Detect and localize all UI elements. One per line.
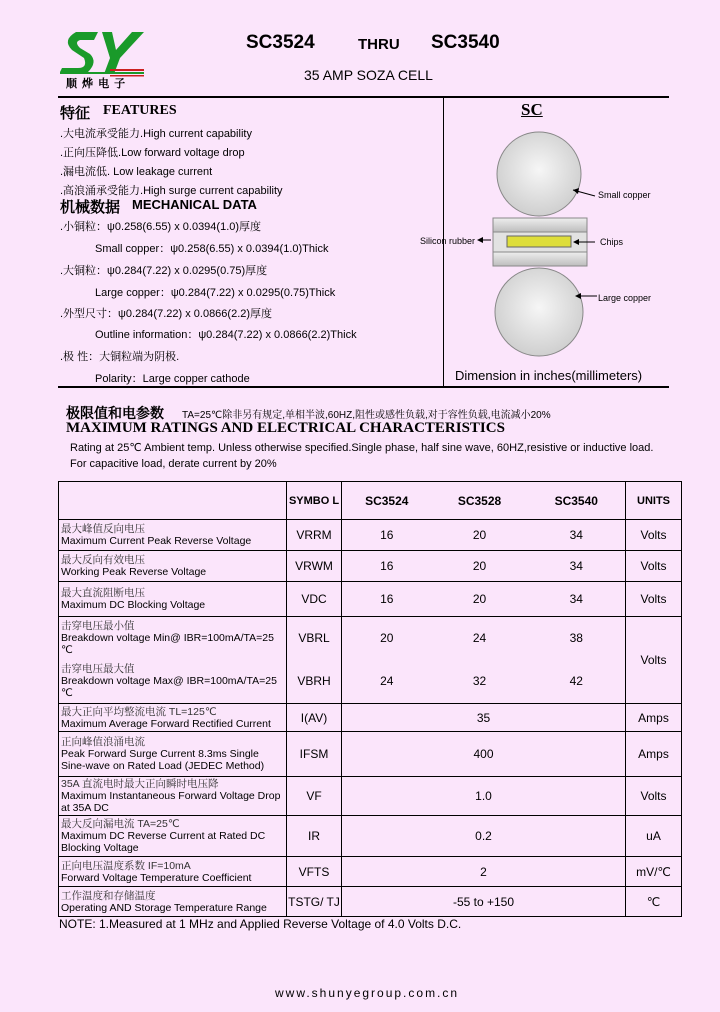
param-desc: 最大峰值反向电压 Maximum Current Peak Reverse Voltage xyxy=(59,520,287,551)
param-desc: 正向峰值浪涌电流 Peak Forward Surge Current 8.3ms Single Sine-wave on Rated Load (JEDEC Method) xyxy=(59,732,287,777)
param-value: 400 xyxy=(342,732,626,777)
value-sc3528: 20 xyxy=(432,582,528,617)
unit: ℃ xyxy=(626,887,682,917)
table-row xyxy=(59,777,682,816)
value-sc3524: 20 xyxy=(342,617,432,660)
param-symbol: VBRL xyxy=(287,617,342,660)
label-chips: Chips xyxy=(600,237,624,247)
ratings-title-cn: 极限值和电参数 xyxy=(66,405,164,421)
param-value: -55 to +150 xyxy=(342,887,626,917)
value-sc3540: 38 xyxy=(528,617,626,660)
footnote: NOTE: 1.Measured at 1 MHz and Applied Reverse Voltage of 4.0 Volts D.C. xyxy=(59,917,462,931)
param-desc: 击穿电压最大值 Breakdown voltage Max@ IBR=100mA/TA=25 ℃ xyxy=(59,660,287,704)
mechanical-title-cn: 机械数据 xyxy=(60,199,121,216)
unit: Volts xyxy=(626,551,682,582)
param-symbol: VBRH xyxy=(287,660,342,704)
header-sc3528: SC3528 xyxy=(432,482,528,520)
mech-item-cn: .外型尺寸：ψ0.284(7.22) x 0.0866(2.2)厚度 xyxy=(60,308,273,320)
unit: Volts xyxy=(626,617,682,704)
param-desc: 最大反向有效电压 Working Peak Reverse Voltage xyxy=(59,551,287,582)
ratings-note-en-1: Rating at 25℃ Ambient temp. Unless otherwise specified.Single phase, half sine wave, 60HZ,resistive or inductive load. xyxy=(70,442,654,454)
feature-item: .漏电流低. Low leakage current xyxy=(60,166,213,178)
value-sc3528: 20 xyxy=(432,551,528,582)
param-symbol: TSTG/ TJ xyxy=(287,887,342,917)
ratings-note-cn: TA=25℃除非另有规定,单相半波,60HZ,阻性或感性负载,对于容性负载,电流减小20% xyxy=(182,410,551,421)
header-empty xyxy=(59,482,287,520)
value-sc3524: 16 xyxy=(342,551,432,582)
thru-label: THRU xyxy=(358,36,400,53)
feature-item: .正向压降低.Low forward voltage drop xyxy=(60,147,245,159)
company-name-cn: 顺 烨 电 子 xyxy=(66,78,127,90)
section-divider xyxy=(58,386,669,388)
features-title-cn: 特征 xyxy=(60,105,91,122)
param-symbol: IFSM xyxy=(287,732,342,777)
param-symbol: VF xyxy=(287,777,342,816)
unit: Volts xyxy=(626,520,682,551)
param-symbol: IR xyxy=(287,816,342,857)
param-value: 0.2 xyxy=(342,816,626,857)
table-row xyxy=(59,660,682,704)
mech-item-en: Polarity：Large copper cathode xyxy=(95,373,250,385)
table-row xyxy=(59,732,682,777)
value-sc3524: 16 xyxy=(342,520,432,551)
value-sc3540: 42 xyxy=(528,660,626,704)
table-header-row xyxy=(59,482,682,520)
unit: Volts xyxy=(626,582,682,617)
param-symbol: VDC xyxy=(287,582,342,617)
label-silicon-rubber: Silicon rubber xyxy=(420,236,476,246)
header-units: UNITS xyxy=(626,482,682,520)
value-sc3540: 34 xyxy=(528,582,626,617)
ratings-title-en: MAXIMUM RATINGS AND ELECTRICAL CHARACTERISTICS xyxy=(66,420,505,436)
chip-layer xyxy=(507,236,571,247)
small-copper-slab xyxy=(493,218,587,232)
features-title-en: FEATURES xyxy=(103,103,177,118)
param-value: 2 xyxy=(342,857,626,887)
label-large-copper: Large copper xyxy=(598,293,652,303)
table-row xyxy=(59,857,682,887)
company-logo xyxy=(58,28,150,94)
param-desc: 最大反向漏电流 TA=25℃ Maximum DC Reverse Current at Rated DC Blocking Voltage xyxy=(59,816,287,857)
large-copper-disc xyxy=(495,268,583,356)
header-symbol: SYMBO L xyxy=(287,482,342,520)
param-symbol: VFTS xyxy=(287,857,342,887)
table-row xyxy=(59,551,682,582)
unit: uA xyxy=(626,816,682,857)
unit: Amps xyxy=(626,704,682,732)
unit: mV/℃ xyxy=(626,857,682,887)
page-subtitle: 35 AMP SOZA CELL xyxy=(304,67,433,83)
param-desc: 工作温度和存储温度 Operating AND Storage Temperature Range xyxy=(59,887,287,917)
diagram-title: SC xyxy=(521,100,543,119)
table-row xyxy=(59,520,682,551)
unit: Amps xyxy=(626,732,682,777)
table-row xyxy=(59,582,682,617)
mech-item-cn: .小铜粒：ψ0.258(6.55) x 0.0394(1.0)厚度 xyxy=(60,221,262,233)
header-sc3524: SC3524 xyxy=(342,482,432,520)
mech-item-en: Outline information：ψ0.284(7.22) x 0.0866(2.2)Thick xyxy=(95,329,357,341)
param-symbol: I(AV) xyxy=(287,704,342,732)
part-number-from: SC3524 xyxy=(246,32,315,53)
mech-item-en: Small copper：ψ0.258(6.55) x 0.0394(1.0)Thick xyxy=(95,243,329,255)
value-sc3540: 34 xyxy=(528,551,626,582)
header-sc3540: SC3540 xyxy=(528,482,626,520)
small-copper-disc xyxy=(497,132,581,216)
param-symbol: VRWM xyxy=(287,551,342,582)
param-desc: 正向电压温度系数 IF=10mA Forward Voltage Temperature Coefficient xyxy=(59,857,287,887)
diagram-caption: Dimension in inches(millimeters) xyxy=(455,368,643,383)
ratings-table xyxy=(58,481,682,917)
param-value: 1.0 xyxy=(342,777,626,816)
table-row xyxy=(59,704,682,732)
value-sc3528: 24 xyxy=(432,617,528,660)
table-row xyxy=(59,887,682,917)
part-number-to: SC3540 xyxy=(431,32,500,53)
feature-item: .高浪涌承受能力.High surge current capability xyxy=(60,185,283,197)
value-sc3528: 32 xyxy=(432,660,528,704)
param-desc: 最大直流阻断电压 Maximum DC Blocking Voltage xyxy=(59,582,287,617)
value-sc3540: 34 xyxy=(528,520,626,551)
feature-item: .大电流承受能力.High current capability xyxy=(60,128,252,140)
value-sc3524: 24 xyxy=(342,660,432,704)
large-copper-slab xyxy=(493,252,587,266)
table-row xyxy=(59,617,682,660)
param-value: 35 xyxy=(342,704,626,732)
ratings-note-en-2: For capacitive load, derate current by 20% xyxy=(70,458,277,470)
param-symbol: VRRM xyxy=(287,520,342,551)
value-sc3524: 16 xyxy=(342,582,432,617)
label-small-copper: Small copper xyxy=(598,190,651,200)
unit: Volts xyxy=(626,777,682,816)
mech-item-cn: .大铜粒：ψ0.284(7.22) x 0.0295(0.75)厚度 xyxy=(60,265,268,277)
mech-item-en: Large copper：ψ0.284(7.22) x 0.0295(0.75)Thick xyxy=(95,287,336,299)
footer-url[interactable]: www.shunyegroup.com.cn xyxy=(275,986,460,1000)
param-desc: 35A 直流电时最大正向瞬时电压降 Maximum Instantaneous Forward Voltage Drop at 35A DC xyxy=(59,777,287,816)
param-desc: 击穿电压最小值 Breakdown voltage Min@ IBR=100mA/TA=25 ℃ xyxy=(59,617,287,660)
table-row xyxy=(59,816,682,857)
mech-item-cn: .极 性：大铜粒端为阴极. xyxy=(60,351,180,363)
mechanical-title-en: MECHANICAL DATA xyxy=(132,197,257,212)
param-desc: 最大正向平均整流电流 TL=125℃ Maximum Average Forward Rectified Current xyxy=(59,704,287,732)
value-sc3528: 20 xyxy=(432,520,528,551)
